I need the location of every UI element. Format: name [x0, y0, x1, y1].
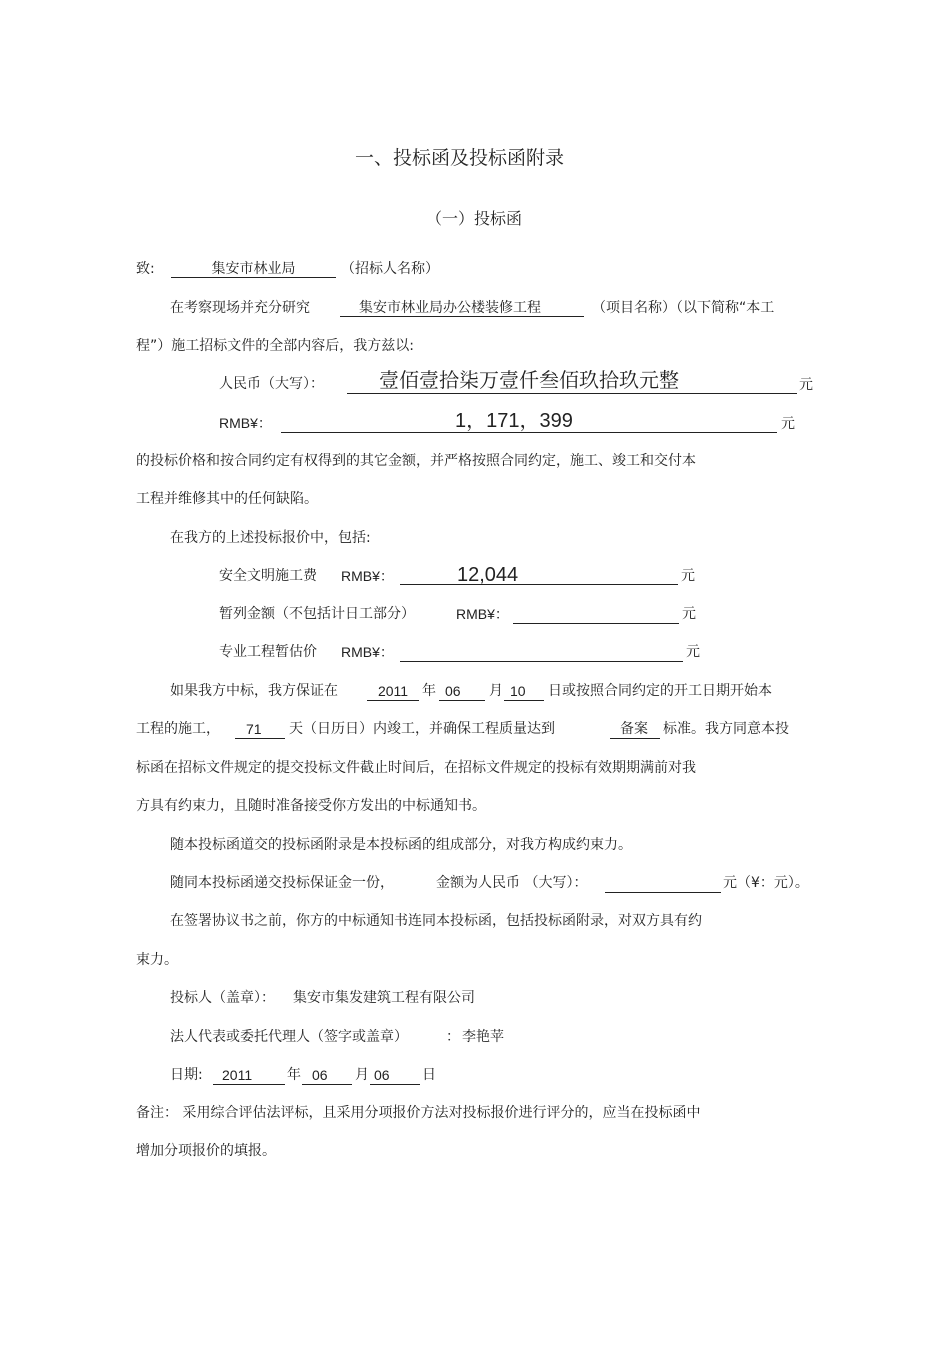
schedule-suffix: 日或按照合同约定的开工日期开始本	[548, 683, 772, 699]
schedule-prefix: 如果我方中标，我方保证在	[170, 683, 338, 699]
yuan-unit: 元	[681, 568, 695, 584]
including-text: 在我方的上述投标报价中，包括:	[170, 530, 371, 546]
schedule-line2-mid: 天（日历日）内竣工，并确保工程质量达到	[289, 721, 555, 737]
bond-suffix: 元（¥：元）。	[723, 875, 809, 891]
date-label: 日期:	[170, 1067, 203, 1083]
start-day: 10	[510, 683, 526, 699]
date-day-underline	[370, 1083, 420, 1085]
schedule-line2-prefix: 工程的施工，	[136, 721, 220, 737]
to-label: 致:	[136, 261, 155, 277]
bond-mid: 金额为人民币 （大写）：	[436, 875, 588, 891]
rmb-upper-underline	[347, 392, 797, 394]
year-unit: 年	[422, 683, 436, 699]
special-label: 专业工程暂估价	[219, 644, 317, 660]
note-line1: 备注： 采用综合评估法评标，且采用分项报价方法对投标报价进行评分的，应当在投标函中	[136, 1105, 701, 1121]
day-underline	[504, 699, 544, 701]
agreement-line1: 在签署协议书之前，你方的中标通知书连同本投标函，包括投标函附录，对双方具有约	[170, 913, 702, 929]
special-underline	[400, 660, 683, 662]
rmb-upper-label: 人民币（大写）：	[219, 376, 324, 392]
bidder-name: 集安市集发建筑工程有限公司	[293, 990, 475, 1006]
date-month-unit: 月	[355, 1067, 369, 1083]
yuan-unit: 元	[799, 377, 813, 393]
month-underline	[439, 699, 485, 701]
note-line2: 增加分项报价的填报。	[136, 1143, 276, 1159]
date-day-unit: 日	[422, 1067, 436, 1083]
safety-fee-value: 12,044	[457, 564, 519, 586]
rmb-label: RMB¥：	[219, 415, 272, 431]
safety-fee-rmb: RMB¥：	[341, 568, 394, 584]
start-month: 06	[445, 683, 461, 699]
start-year: 2011	[377, 683, 409, 699]
to-suffix: （招标人名称）	[341, 261, 439, 277]
date-month-underline	[302, 1083, 352, 1085]
days-underline	[235, 737, 285, 739]
schedule-line2-suffix: 标准。我方同意本投	[663, 721, 789, 737]
quality-underline	[610, 737, 660, 739]
representative-label: 法人代表或委托代理人（签字或盖章）	[170, 1029, 408, 1045]
schedule-line4: 方具有约束力，且随时准备接受你方发出的中标通知书。	[136, 798, 486, 814]
para1-line1: 的投标价格和按合同约定有权得到的其它金额，并严格按照合同约定，施工、竣工和交付本	[136, 453, 696, 469]
provisional-underline	[513, 622, 679, 624]
rmb-upper-value: 壹佰壹拾柒万壹仟叁佰玖拾玖元整	[379, 370, 679, 392]
appendix-text: 随本投标函道交的投标函附录是本投标函的组成部分，对我方构成约束力。	[170, 837, 632, 853]
date-day: 06	[374, 1067, 390, 1083]
provisional-rmb: RMB¥：	[456, 606, 509, 622]
schedule-line3: 标函在招标文件规定的提交投标文件截止时间后，在招标文件规定的投标有效期期满前对我	[136, 760, 696, 776]
year-underline	[367, 699, 419, 701]
safety-fee-label: 安全文明施工费	[219, 568, 317, 584]
date-year-unit: 年	[287, 1067, 301, 1083]
provisional-label: 暂列金额（不包括计日工部分）	[219, 606, 415, 622]
date-year-underline	[213, 1083, 285, 1085]
agreement-line2: 束力。	[136, 952, 178, 968]
to-recipient: 集安市林业局	[211, 261, 296, 277]
date-year: 2011	[222, 1067, 253, 1083]
safety-fee-underline	[400, 583, 678, 585]
representative-name: 李艳苹	[462, 1029, 504, 1045]
intro-prefix: 在考察现场并充分研究	[170, 300, 310, 316]
section-subtitle: （一）投标函	[426, 209, 523, 228]
date-month: 06	[312, 1067, 328, 1083]
representative-colon: ：	[446, 1029, 460, 1045]
bond-prefix: 随同本投标函递交投标保证金一份，	[170, 875, 394, 891]
rmb-value: 1，171，399	[455, 410, 573, 432]
yuan-unit: 元	[781, 416, 795, 432]
page-title: 一、投标函及投标函附录	[355, 147, 565, 169]
quality-standard: 备案	[620, 721, 648, 737]
month-unit: 月	[489, 683, 503, 699]
bidder-label: 投标人（盖章）：	[170, 990, 275, 1006]
bond-underline	[605, 891, 721, 893]
duration-days: 71	[246, 721, 262, 737]
project-name: 集安市林业局办公楼装修工程	[359, 300, 541, 316]
yuan-unit: 元	[682, 606, 696, 622]
intro-line2: 程”）施工招标文件的全部内容后，我方兹以:	[136, 338, 414, 354]
yuan-unit: 元	[686, 644, 700, 660]
para1-line2: 工程并维修其中的任何缺陷。	[136, 491, 318, 507]
intro-suffix: （项目名称）（以下简称“本工	[592, 300, 775, 316]
special-rmb: RMB¥：	[341, 644, 394, 660]
